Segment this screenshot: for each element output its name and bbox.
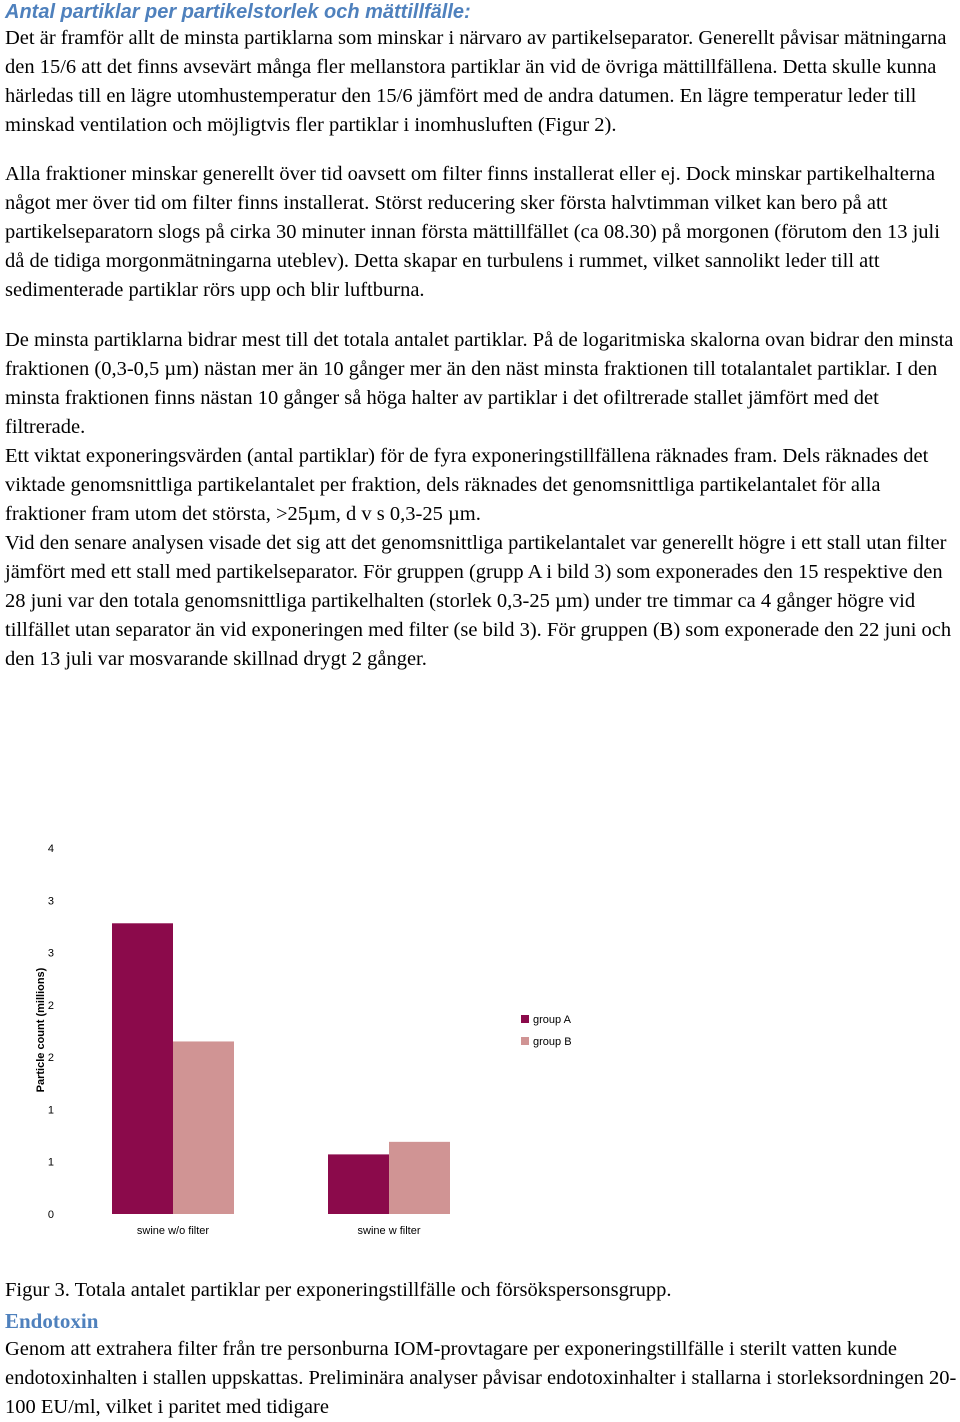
document-body [5, 0, 957, 674]
bar-group-a [112, 923, 173, 1214]
y-tick-label: 1 [47, 1104, 54, 1117]
figure-3-chart [0, 828, 960, 1258]
x-axis [137, 1225, 421, 1237]
bar-group-b [389, 1142, 450, 1214]
legend-label: group B [533, 1036, 572, 1048]
legend-swatch [521, 1015, 529, 1023]
legend-swatch [521, 1037, 529, 1045]
paragraph-5: Vid den senare analysen visade det sig att det genomsnittliga partikelantalet var generellt högre i ett stall utan filter jämfört med ett stall med partikelseparator. För gruppen (grupp A i bild 3) som exponerades den 15 respektive den 28 juni var den totala genomsnittliga partikelhalten (storlek 0,3-25 µm) under tre timmar ca 4 gånger högre vid tillfället utan separator än vid exponeringen med filter (se bild 3). För gruppen (B) som exponerade den 22 juni och den 13 juli var mosvarande skillnad drygt 2 gånger. [5, 532, 952, 670]
bar-group-a [328, 1154, 389, 1214]
x-tick-label: swine w/o filter [136, 1225, 210, 1237]
bar-chart [0, 828, 960, 1258]
bars [112, 923, 450, 1214]
paragraph-1: Det är framför allt de minsta partiklarna som minskar i närvaro av partikelseparator. Generellt påvisar mätningarna den 15/6 att det finns avsevärt många fler mellanstora partiklar än vid de övriga mättillfällena. Detta skulle kunna härledas till en lägre utomhustemperatur den 15/6 jämfört med de andra datumen. En lägre temperatur leder till minskad ventilation och möjligtvis fler partiklar i inomhusluften (Figur 2). [5, 27, 947, 136]
x-tick-label: swine w filter [357, 1225, 421, 1237]
figure-caption: Figur 3. Totala antalet partiklar per exponeringstillfälle och försökspersonsgrupp. [5, 1279, 672, 1301]
y-tick-label: 3 [47, 895, 54, 908]
legend-label: group A [533, 1014, 571, 1026]
endotoxin-heading: Endotoxin [5, 1309, 99, 1333]
paragraph-2: Alla fraktioner minskar generellt över tid oavsett om filter finns installerat eller ej. Dock minskar partikelhalterna något mer över tid om filter finns installerat. Störst reducering sker första halvtimman vilket kan bero på att partikelseparatorn slogs på cirka 30 minuter innan första mättillfället (ca 08.30) på morgonen (förutom den 13 juli då de tidiga morgonmätningarna uteblev). Detta skapar en turbulens i rummet, vilket sannolikt leder till att sedimenterade partiklar rörs upp och blir luftburna. [5, 163, 940, 301]
paragraph-3: De minsta partiklarna bidrar mest till det totala antalet partiklar. På de logaritmiska skalorna ovan bidrar den minsta fraktionen (0,3-0,5 µm) nästan mer än 10 gånger mer än den näst minsta fraktionen till totalantalet partiklar. I den minsta fraktionen finns nästan 10 gånger så höga halter av partiklar i det ofiltrerade stallet jämfört med det filtrerade. [5, 329, 954, 438]
y-axis [48, 843, 54, 1221]
y-tick-label: 1 [47, 1156, 54, 1169]
y-tick-label: 3 [47, 947, 54, 960]
y-tick-label: 2 [47, 1052, 54, 1065]
legend [521, 1014, 572, 1048]
y-tick-label: 4 [47, 843, 54, 855]
y-tick-label: 0 [47, 1209, 54, 1221]
paragraph-4: Ett viktat exponeringsvärden (antal partiklar) för de fyra exponeringstillfällena räknades fram. Dels räknades det viktade genomsnittliga partikelantalet per fraktion, dels räknades det genomsnittliga partikelantalet för alla fraktioner fram utom det största, >25µm, d v s 0,3-25 µm. [5, 445, 929, 525]
y-axis-title: Particle count (millions) [35, 967, 47, 1093]
section-heading: Antal partiklar per partikelstorlek och mättillfälle: [5, 1, 471, 23]
bar-group-b [173, 1041, 234, 1214]
y-tick-label: 2 [47, 999, 54, 1012]
endotoxin-paragraph: Genom att extrahera filter från tre personburna IOM-provtagare per exponeringstillfälle i sterilt vatten kunde endotoxinhalten i stallen uppskattas. Preliminära analyser påvisar endotoxinhalter i stallarna i storleksordningen 20-100 EU/ml, vilket i paritet med tidigare [5, 1338, 957, 1418]
